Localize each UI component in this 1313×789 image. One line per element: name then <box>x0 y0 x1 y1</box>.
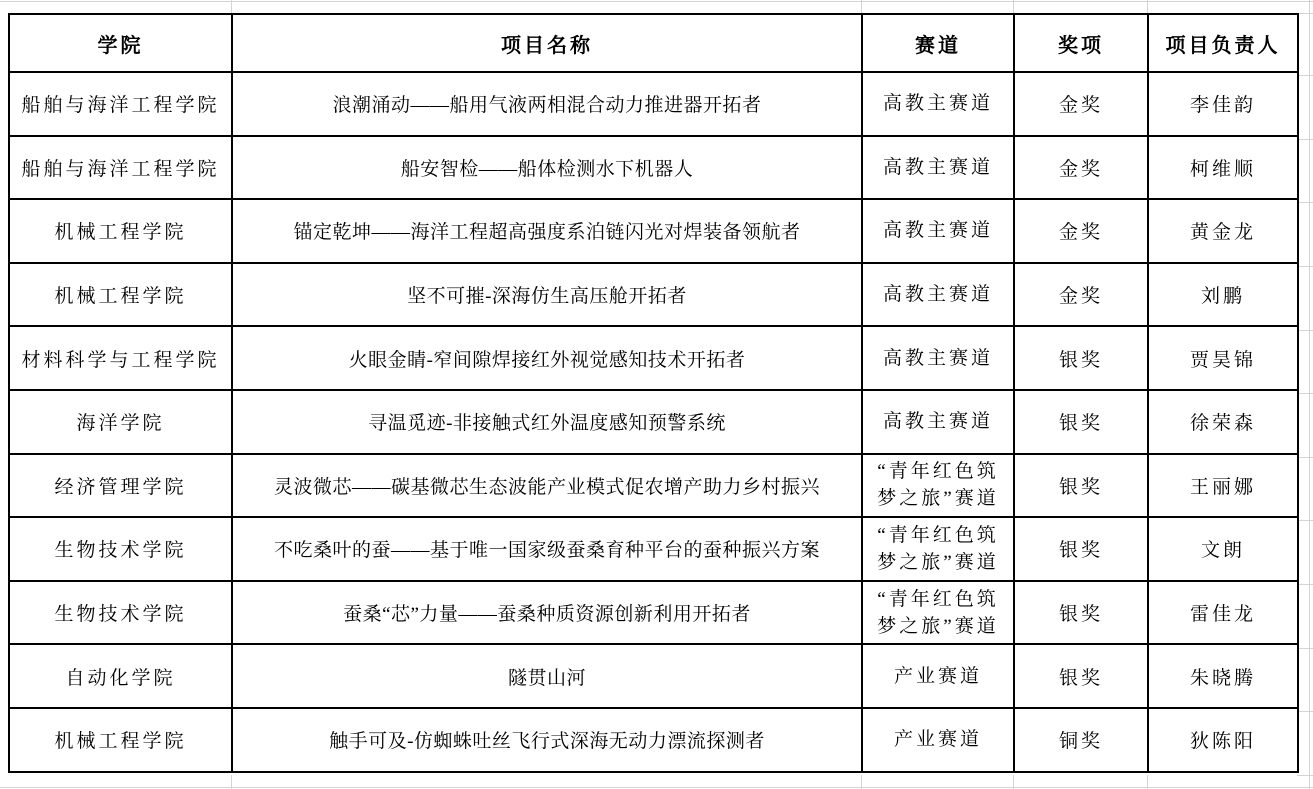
cell-project: 触手可及-仿蜘蛛吐丝飞行式深海无动力漂流探测者 <box>232 708 862 772</box>
cell-leader: 文朗 <box>1148 517 1298 581</box>
gridline <box>1297 775 1313 776</box>
gridline <box>1147 775 1148 789</box>
header-row <box>9 14 1298 72</box>
track-text: “青年红色筑梦之旅”赛道 <box>877 461 999 510</box>
awards-table <box>8 13 1299 773</box>
table-row <box>9 72 1298 136</box>
table-row <box>9 517 1298 581</box>
track-text: 高教主赛道 <box>882 347 993 369</box>
cell-college: 经济管理学院 <box>9 454 232 518</box>
cell-college: 船舶与海洋工程学院 <box>9 136 232 200</box>
gridline <box>1147 0 1148 13</box>
cell-leader: 雷佳龙 <box>1148 581 1298 645</box>
table-row <box>9 136 1298 200</box>
cell-award: 银奖 <box>1014 581 1148 645</box>
cell-leader: 柯维顺 <box>1148 136 1298 200</box>
gridline <box>1297 266 1313 267</box>
cell-college: 材料科学与工程学院 <box>9 326 232 390</box>
header-award: 奖项 <box>1014 14 1148 72</box>
gridline <box>861 0 862 13</box>
cell-track <box>862 390 1014 454</box>
cell-leader: 王丽娜 <box>1148 454 1298 518</box>
cell-track <box>862 199 1014 263</box>
cell-college: 生物技术学院 <box>9 581 232 645</box>
gridline <box>231 0 232 13</box>
track-text: 产业赛道 <box>893 665 982 687</box>
cell-track <box>862 708 1014 772</box>
track-text: 高教主赛道 <box>882 93 993 115</box>
table-row <box>9 454 1298 518</box>
cell-award: 银奖 <box>1014 390 1148 454</box>
gridline <box>1297 13 1313 14</box>
cell-award: 银奖 <box>1014 644 1148 708</box>
cell-track <box>862 644 1014 708</box>
table-row <box>9 581 1298 645</box>
cell-college: 机械工程学院 <box>9 708 232 772</box>
cell-award: 银奖 <box>1014 517 1148 581</box>
gridline <box>1297 75 1313 76</box>
cell-track <box>862 263 1014 327</box>
cell-project: 蚕桑“芯”力量——蚕桑种质资源创新利用开拓者 <box>232 581 862 645</box>
cell-award: 银奖 <box>1014 454 1148 518</box>
gridline <box>861 775 862 789</box>
cell-college: 机械工程学院 <box>9 199 232 263</box>
cell-award: 金奖 <box>1014 263 1148 327</box>
cell-project: 灵波微芯——碳基微芯生态波能产业模式促农增产助力乡村振兴 <box>232 454 862 518</box>
cell-award: 金奖 <box>1014 199 1148 263</box>
gridline <box>1013 0 1014 13</box>
gridline <box>1297 457 1313 458</box>
cell-project: 浪潮涌动——船用气液两相混合动力推进器开拓者 <box>232 72 862 136</box>
track-text: 高教主赛道 <box>882 411 993 433</box>
cell-track <box>862 454 1014 518</box>
track-text: 高教主赛道 <box>882 284 993 306</box>
cell-project: 锚定乾坤——海洋工程超高强度系泊链闪光对焊装备领航者 <box>232 199 862 263</box>
header-track: 赛道 <box>862 14 1014 72</box>
cell-award: 金奖 <box>1014 136 1148 200</box>
gridline <box>1297 393 1313 394</box>
cell-leader: 狄陈阳 <box>1148 708 1298 772</box>
cell-college: 船舶与海洋工程学院 <box>9 72 232 136</box>
cell-award: 金奖 <box>1014 72 1148 136</box>
gridline <box>0 1 1313 2</box>
cell-leader: 刘鹏 <box>1148 263 1298 327</box>
cell-leader: 贾昊锦 <box>1148 326 1298 390</box>
cell-project: 坚不可摧-深海仿生高压舱开拓者 <box>232 263 862 327</box>
cell-college: 机械工程学院 <box>9 263 232 327</box>
header-leader: 项目负责人 <box>1148 14 1298 72</box>
header-project-name: 项目名称 <box>232 14 862 72</box>
table-row <box>9 263 1298 327</box>
track-text: 高教主赛道 <box>882 156 993 178</box>
gridline <box>1297 139 1313 140</box>
cell-college: 自动化学院 <box>9 644 232 708</box>
track-text: 高教主赛道 <box>882 220 993 242</box>
cell-track <box>862 581 1014 645</box>
cell-project: 火眼金睛-窄间隙焊接红外视觉感知技术开拓者 <box>232 326 862 390</box>
cell-leader: 朱晓腾 <box>1148 644 1298 708</box>
cell-leader: 李佳韵 <box>1148 72 1298 136</box>
cell-college: 海洋学院 <box>9 390 232 454</box>
gridline <box>1297 711 1313 712</box>
cell-track <box>862 136 1014 200</box>
cell-project: 船安智检——船体检测水下机器人 <box>232 136 862 200</box>
table-row <box>9 708 1298 772</box>
cell-project: 不吃桑叶的蚕——基于唯一国家级蚕桑育种平台的蚕种振兴方案 <box>232 517 862 581</box>
cell-leader: 徐荣森 <box>1148 390 1298 454</box>
track-text: “青年红色筑梦之旅”赛道 <box>877 524 999 573</box>
gridline <box>1297 584 1313 585</box>
gridline <box>0 787 1313 788</box>
cell-college: 生物技术学院 <box>9 517 232 581</box>
cell-track <box>862 517 1014 581</box>
cell-award: 铜奖 <box>1014 708 1148 772</box>
gridline <box>1297 648 1313 649</box>
track-text: 产业赛道 <box>893 729 982 751</box>
header-college: 学院 <box>9 14 232 72</box>
cell-track <box>862 326 1014 390</box>
cell-award: 银奖 <box>1014 326 1148 390</box>
cell-track <box>862 72 1014 136</box>
table-row <box>9 390 1298 454</box>
gridline <box>1013 775 1014 789</box>
gridline <box>231 775 232 789</box>
gridline <box>1297 330 1313 331</box>
gridline <box>1297 520 1313 521</box>
track-text: “青年红色筑梦之旅”赛道 <box>877 588 999 637</box>
table-row <box>9 199 1298 263</box>
table-row <box>9 326 1298 390</box>
gridline <box>1309 0 1310 789</box>
cell-leader: 黄金龙 <box>1148 199 1298 263</box>
table-row <box>9 644 1298 708</box>
cell-project: 寻温觅迹-非接触式红外温度感知预警系统 <box>232 390 862 454</box>
cell-project: 隧贯山河 <box>232 644 862 708</box>
gridline <box>1297 202 1313 203</box>
